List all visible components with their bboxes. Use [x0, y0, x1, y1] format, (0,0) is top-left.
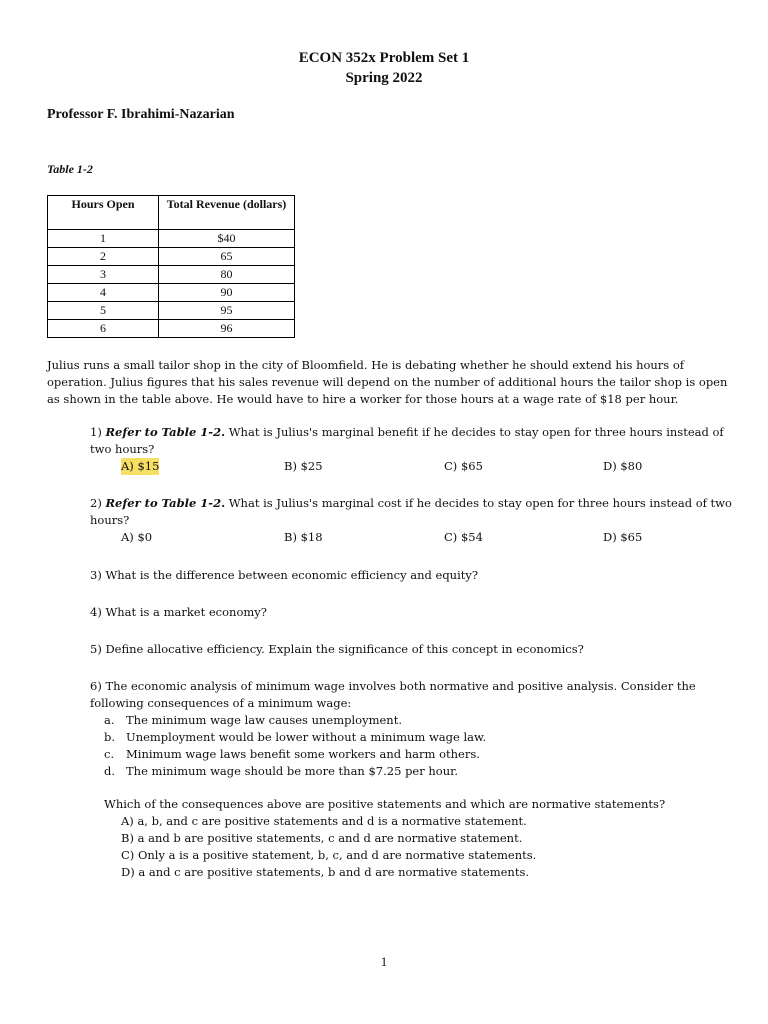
question-5: 5) Define allocative efficiency. Explain the significance of this concept in economics? [90, 642, 584, 656]
question-1-ref: Refer to Table 1-2. [105, 425, 226, 439]
question-2-choices [90, 529, 740, 546]
list-item: a. The minimum wage law causes unemployment. [104, 713, 402, 727]
revenue-table [47, 195, 295, 338]
table-row [48, 302, 295, 320]
answer-c[interactable]: C) Only a is a positive statement, b, c, and d are normative statements. [121, 848, 537, 862]
question-2-text: What is Julius's marginal cost if he decides to stay open for three hours instead of two hours? [90, 496, 732, 527]
doc-title: ECON 352x Problem Set 1 [298, 50, 470, 66]
answer-d[interactable]: D) a and c are positive statements, b and d are normative statements. [121, 865, 530, 879]
doc-term: Spring 2022 [345, 70, 423, 86]
hours-cell: 2 [48, 248, 159, 266]
question-6-intro: 6) The economic analysis of minimum wage involves both normative and positive analysis. Consider the following consequences of a minimum wage: [90, 679, 696, 710]
question-6 [90, 678, 740, 780]
choice-b[interactable]: B) $18 [284, 530, 323, 544]
table-row [48, 248, 295, 266]
header-total-revenue: Total Revenue (dollars) [159, 196, 295, 230]
list-item: b. Unemployment would be lower without a minimum wage law. [104, 730, 487, 744]
question-4: 4) What is a market economy? [90, 605, 267, 619]
answer-a[interactable]: A) a, b, and c are positive statements and d is a normative statement. [121, 814, 527, 828]
list-item: c. Minimum wage laws benefit some workers and harm others. [104, 747, 480, 761]
table-row [48, 266, 295, 284]
choice-d[interactable]: D) $65 [603, 530, 643, 544]
choice-a-highlighted[interactable]: A) $15 [121, 459, 160, 473]
question-2-ref: Refer to Table 1-2. [105, 496, 226, 510]
revenue-cell: 65 [159, 248, 295, 266]
table-row [48, 284, 295, 302]
answer-b[interactable]: B) a and b are positive statements, c and d are normative statement. [121, 831, 523, 845]
professor-name: Professor F. Ibrahimi-Nazarian [47, 107, 235, 122]
choice-c[interactable]: C) $65 [444, 459, 483, 473]
page-number: 1 [380, 954, 388, 969]
question-6-answers [90, 796, 740, 881]
choice-c[interactable]: C) $54 [444, 530, 483, 544]
table-row [48, 320, 295, 338]
hours-cell: 1 [48, 230, 159, 248]
question-2-number: 2) [90, 496, 102, 510]
choice-a[interactable]: A) $0 [121, 530, 153, 544]
revenue-cell: 90 [159, 284, 295, 302]
question-6-prompt: Which of the consequences above are positive statements and which are normative statements? [104, 797, 666, 811]
choice-b[interactable]: B) $25 [284, 459, 323, 473]
hours-cell: 5 [48, 302, 159, 320]
question-1-choices [90, 458, 740, 475]
intro-paragraph: Julius runs a small tailor shop in the city of Bloomfield. He is debating whether he should extend his hours of operation. Julius figures that his sales revenue will depend on the number of additional hours the tailor shop is open as shown in the table above. He would have to hire a worker for those hours at a wage rate of $18 per hour. [47, 358, 728, 406]
hours-cell: 4 [48, 284, 159, 302]
revenue-cell: 95 [159, 302, 295, 320]
hours-cell: 3 [48, 266, 159, 284]
revenue-cell: 80 [159, 266, 295, 284]
question-1 [90, 424, 740, 475]
question-1-number: 1) [90, 425, 102, 439]
header-hours-open: Hours Open [48, 196, 159, 230]
list-item: d. The minimum wage should be more than $7.25 per hour. [104, 764, 459, 778]
revenue-cell: $40 [159, 230, 295, 248]
question-3: 3) What is the difference between economic efficiency and equity? [90, 568, 479, 582]
choice-d[interactable]: D) $80 [603, 459, 643, 473]
question-1-text: What is Julius's marginal benefit if he decides to stay open for three hours instead of two hours? [90, 425, 724, 456]
question-2 [90, 495, 740, 546]
revenue-cell: 96 [159, 320, 295, 338]
table-row [48, 230, 295, 248]
table-caption: Table 1-2 [47, 162, 93, 176]
table-header-row [48, 196, 295, 230]
hours-cell: 6 [48, 320, 159, 338]
